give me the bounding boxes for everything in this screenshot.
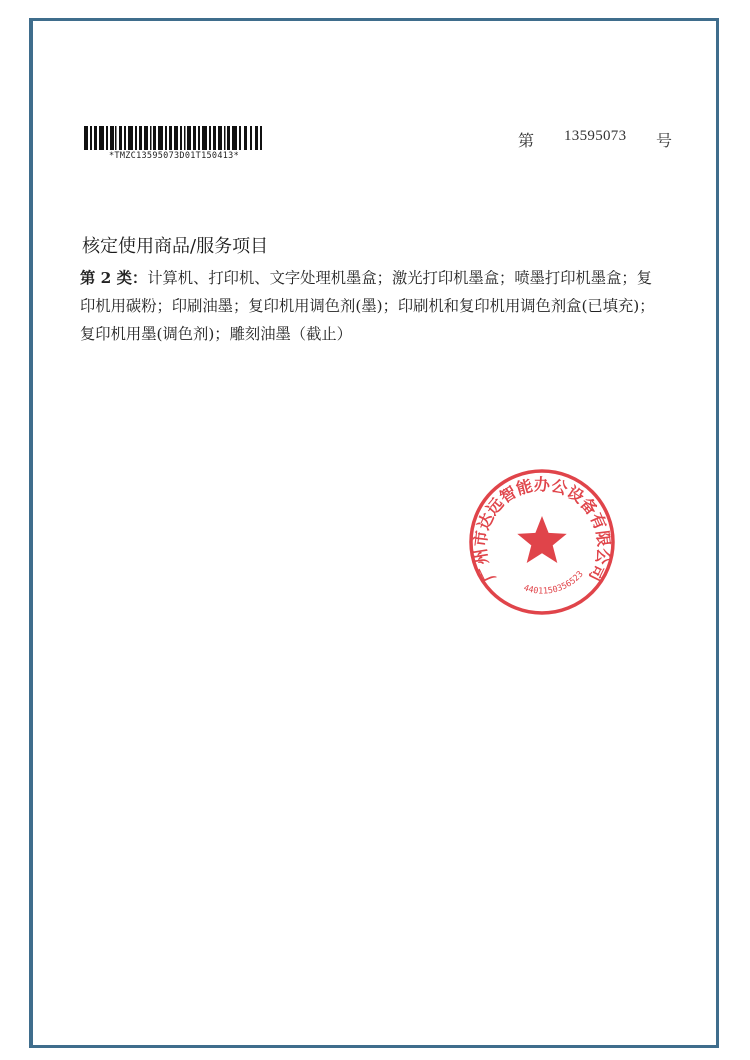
goods-line-2: 印机用碳粉；印刷油墨；复印机用调色剂(墨)；印刷机和复印机用调色剂盒(已填充)；: [80, 297, 655, 315]
barcode-graphic: [84, 126, 262, 150]
company-seal: [466, 466, 618, 618]
section-title: 核定使用商品/服务项目: [82, 236, 269, 257]
barcode: [84, 126, 264, 161]
class-label: 第 2 类：: [80, 269, 148, 287]
goods-line-1: [80, 264, 680, 292]
barcode-number: *TMZC13595073D01T150413*: [108, 151, 240, 161]
goods-line-3: 复印机用墨(调色剂)；雕刻油墨（截止）: [80, 325, 352, 343]
seal-code: 4401150356523: [522, 569, 586, 597]
reg-label-suffix: 号: [656, 131, 673, 150]
goods-list: [80, 264, 680, 348]
reg-number: 13595073: [564, 128, 627, 144]
seal-star: [517, 516, 566, 563]
seal-company-name: 广州市达远智能办公设备有限公司: [470, 475, 614, 585]
goods-text-1: 计算机、打印机、文字处理机墨盒；激光打印机墨盒；喷墨打印机墨盒；复: [147, 269, 652, 287]
reg-label-prefix: 第: [518, 131, 535, 150]
